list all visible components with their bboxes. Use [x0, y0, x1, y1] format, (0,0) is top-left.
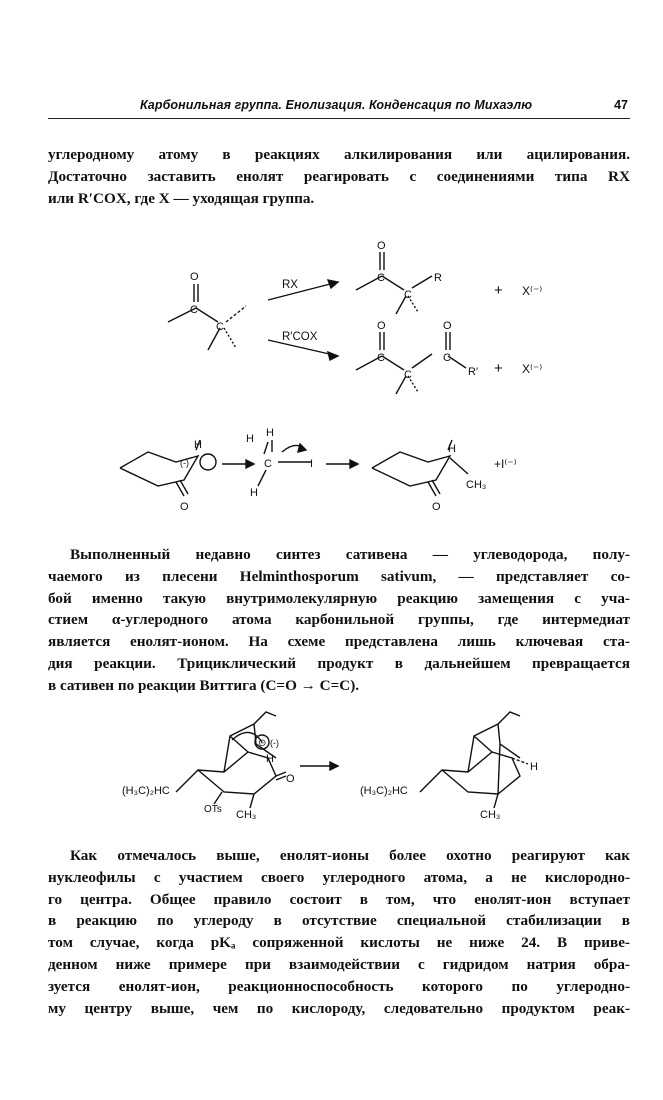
- page-number: 47: [614, 98, 628, 112]
- label-c: C: [404, 289, 412, 301]
- text-line: дия реакции. Трициклический продукт в дальнейшем превращается: [48, 654, 630, 672]
- label-h: H: [448, 443, 456, 455]
- running-header: [48, 98, 630, 119]
- paragraph-2: [48, 544, 630, 697]
- methyl-group: CH₃: [236, 809, 257, 821]
- label-i: I: [310, 458, 314, 470]
- text-line: в сативен по реакции Виттига (C=O → C=C).: [48, 676, 360, 694]
- running-header-title: Карбонильная группа. Енолизация. Конденсация по Михаэлю: [140, 98, 533, 112]
- plus-sign: +: [494, 282, 503, 299]
- tosylate-group: OTs: [204, 804, 222, 815]
- label-o: O: [377, 240, 386, 252]
- label-c: C: [264, 458, 272, 470]
- label-c: C: [443, 352, 451, 364]
- text-line: в реакцию по углероду в отсутствие специальной стабилизации в: [48, 912, 630, 930]
- methyl-group: CH₃: [466, 479, 487, 491]
- label-o: O: [190, 271, 199, 283]
- label-r: R: [434, 272, 442, 284]
- text-line: бой именно такую внутримолекулярную реакцию замещения с уча-: [48, 589, 630, 607]
- label-o: O: [432, 501, 441, 513]
- label-c: C: [216, 321, 224, 333]
- label-h: H: [266, 753, 274, 765]
- iodide-byproduct: +I⁽⁻⁾: [494, 457, 517, 471]
- text-line: Выполненный недавно синтез сативена — углеводорода, полу-: [70, 546, 630, 563]
- label-h: H: [194, 439, 202, 451]
- leaving-group: X⁽⁻⁾: [522, 284, 543, 298]
- text-line: стием α-углеродного атома карбонильной группы, где интермедиат: [48, 611, 630, 629]
- reagent-rcox: R′COX: [282, 331, 318, 343]
- label-o: O: [377, 320, 386, 332]
- text-line: му центру выше, чем по кислороду, следовательно продуктом реак-: [48, 999, 630, 1017]
- text-line: Достаточно заставить енолят реагировать с соединениями типа RX: [48, 167, 630, 185]
- label-h: H: [530, 761, 538, 773]
- methyl-group: CH₃: [480, 809, 501, 821]
- leaving-group: X⁽⁻⁾: [522, 362, 543, 376]
- text-line: денном ниже примере при взаимодействии с гидридом натрия обра-: [48, 955, 630, 973]
- label-h: H: [266, 427, 274, 439]
- text-line: го центра. Общее правило состоит в том, что енолят-ион вступает: [48, 890, 630, 908]
- label-c: C: [190, 304, 198, 316]
- isopropyl-group: (H₃C)₂HC: [122, 785, 170, 797]
- label-c: C: [377, 352, 385, 364]
- label-c: C: [377, 272, 385, 284]
- text-line: нуклеофилы с участием своего углеродного атома, а не кислородно-: [48, 868, 630, 886]
- carbanion-symbol: ⊝: [258, 738, 267, 749]
- text-line: том случае, когда pKₐ сопряженной кислоты не ниже 24. В приве-: [48, 934, 630, 952]
- label-o: O: [180, 501, 189, 513]
- text-line: зуется енолят-ион, реакционноспособность которого по углеродно-: [48, 977, 630, 995]
- label-o: O: [443, 320, 452, 332]
- label-o: O: [286, 773, 295, 785]
- negative-charge: (-): [180, 458, 189, 468]
- label-r-prime: R′: [468, 366, 479, 378]
- paragraph-1: [48, 144, 630, 209]
- negative-charge: (-): [270, 738, 279, 748]
- plus-sign: +: [494, 360, 503, 377]
- paragraph-3: [48, 845, 630, 1019]
- reagent-rx: RX: [282, 279, 298, 291]
- text-line: является енолят-ионом. На схеме представлена лишь ключевая ста-: [48, 633, 630, 651]
- text-line: углеродному атому в реакциях алкилирования или ацилирования.: [48, 146, 630, 163]
- text-line: или R′COX, где X — уходящая группа.: [48, 189, 315, 207]
- text-line: Как отмечалось выше, енолят-ионы более охотно реагируют как: [70, 847, 630, 864]
- text-line: чаемого из плесени Helminthosporum sativum, — представляет со-: [48, 567, 630, 585]
- label-h: H: [246, 433, 254, 445]
- isopropyl-group: (H₃C)₂HC: [360, 785, 408, 797]
- label-h: H: [250, 487, 258, 499]
- label-c: C: [404, 369, 412, 381]
